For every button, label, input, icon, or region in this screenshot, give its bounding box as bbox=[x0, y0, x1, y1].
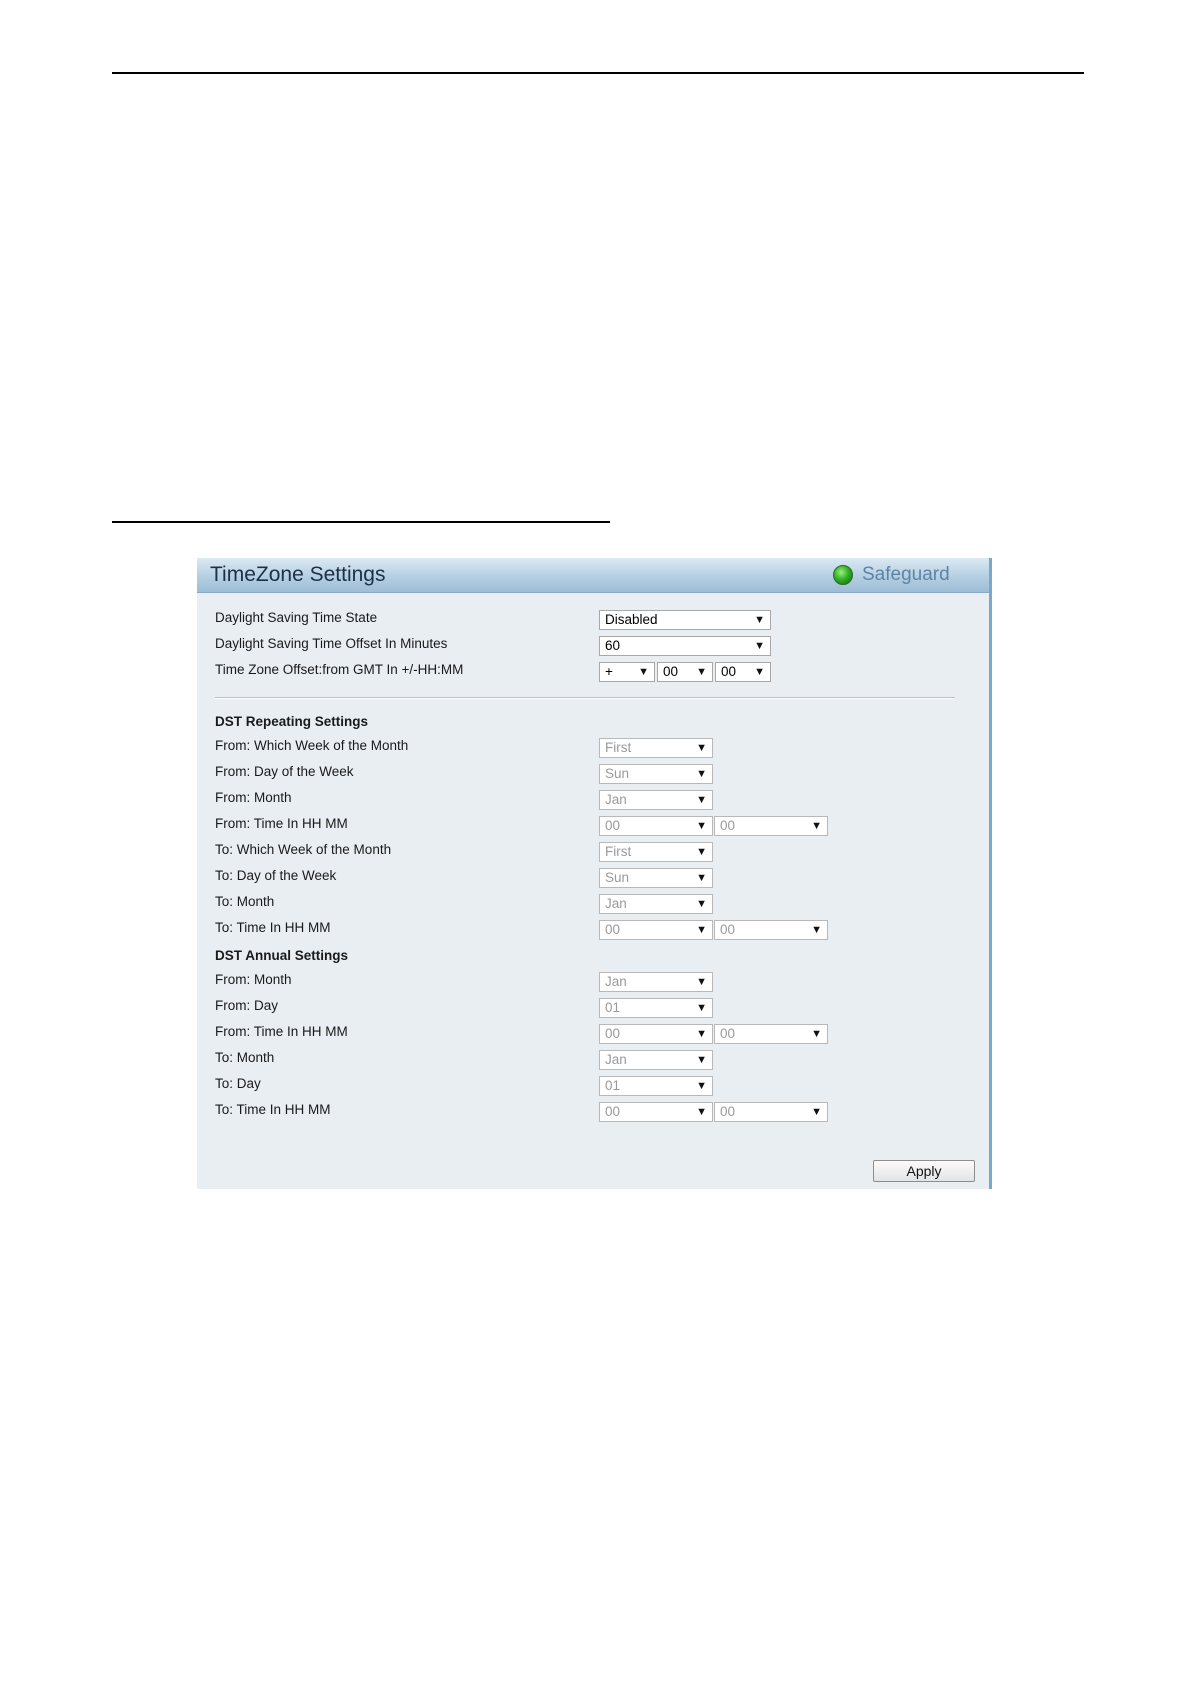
ann-from-day-label: From: Day bbox=[215, 998, 279, 1013]
rep-from-month-select[interactable] bbox=[599, 790, 713, 810]
chevron-down-icon: ▼ bbox=[696, 872, 707, 884]
rep-to-month-value: Jan bbox=[605, 896, 627, 911]
rep-from-month-label: From: Month bbox=[215, 790, 292, 805]
rep-from-time-label: From: Time In HH MM bbox=[215, 816, 348, 831]
rep-from-week-label: From: Which Week of the Month bbox=[215, 738, 409, 753]
chevron-down-icon: ▼ bbox=[696, 768, 707, 780]
rep-to-day-select[interactable] bbox=[599, 868, 713, 888]
chevron-down-icon: ▼ bbox=[696, 1028, 707, 1040]
rep-to-hh-value: 00 bbox=[605, 922, 621, 937]
chevron-down-icon: ▼ bbox=[696, 820, 707, 832]
rep-from-day-select[interactable] bbox=[599, 764, 713, 784]
rep-to-week-value: First bbox=[605, 844, 632, 859]
chevron-down-icon: ▼ bbox=[696, 1002, 707, 1014]
rep-from-day-value: Sun bbox=[605, 766, 630, 781]
ann-from-day-value: 01 bbox=[605, 1000, 621, 1015]
safeguard-label: Safeguard bbox=[862, 564, 950, 585]
dst-annual-heading: DST Annual Settings bbox=[215, 948, 349, 963]
chevron-down-icon: ▼ bbox=[696, 976, 707, 988]
rep-to-day-label: To: Day of the Week bbox=[215, 868, 337, 883]
chevron-down-icon: ▼ bbox=[696, 1106, 707, 1118]
rep-to-month-select[interactable] bbox=[599, 894, 713, 914]
rep-from-hh-select[interactable] bbox=[599, 816, 713, 836]
chevron-down-icon: ▼ bbox=[696, 742, 707, 754]
rep-to-time-label: To: Time In HH MM bbox=[215, 920, 331, 935]
dst-offset-select[interactable] bbox=[599, 636, 771, 656]
chevron-down-icon: ▼ bbox=[696, 846, 707, 858]
chevron-down-icon: ▼ bbox=[696, 898, 707, 910]
ann-from-month-label: From: Month bbox=[215, 972, 292, 987]
chevron-down-icon: ▼ bbox=[811, 924, 822, 936]
chevron-down-icon: ▼ bbox=[696, 1054, 707, 1066]
rep-to-month-label: To: Month bbox=[215, 894, 275, 909]
rep-from-mm-select[interactable] bbox=[714, 816, 828, 836]
panel-header bbox=[197, 558, 989, 593]
tz-offset-label: Time Zone Offset:from GMT In +/-HH:MM bbox=[215, 662, 464, 677]
tz-offset-minutes-select[interactable] bbox=[715, 662, 771, 682]
rep-to-week-select[interactable] bbox=[599, 842, 713, 862]
ann-to-month-label: To: Month bbox=[215, 1050, 275, 1065]
page-header-rule bbox=[112, 72, 1084, 74]
ann-to-day-select[interactable] bbox=[599, 1076, 713, 1096]
tz-offset-hours-select[interactable] bbox=[657, 662, 713, 682]
ann-from-month-select[interactable] bbox=[599, 972, 713, 992]
chevron-down-icon: ▼ bbox=[754, 666, 765, 678]
chevron-down-icon: ▼ bbox=[811, 1028, 822, 1040]
ann-from-time-label: From: Time In HH MM bbox=[215, 1024, 348, 1039]
rep-from-day-label: From: Day of the Week bbox=[215, 764, 354, 779]
apply-button[interactable]: Apply bbox=[873, 1160, 975, 1182]
ann-from-month-value: Jan bbox=[605, 974, 627, 989]
tz-offset-hours-value: 00 bbox=[663, 664, 679, 679]
dst-repeating-heading: DST Repeating Settings bbox=[215, 714, 369, 729]
ann-to-time-label: To: Time In HH MM bbox=[215, 1102, 331, 1117]
ann-to-hh-select[interactable] bbox=[599, 1102, 713, 1122]
ann-to-day-value: 01 bbox=[605, 1078, 621, 1093]
status-led-icon bbox=[833, 565, 853, 585]
rep-from-mm-value: 00 bbox=[720, 818, 736, 833]
rep-from-week-value: First bbox=[605, 740, 632, 755]
ann-to-month-value: Jan bbox=[605, 1052, 627, 1067]
ann-from-mm-select[interactable] bbox=[714, 1024, 828, 1044]
rep-to-mm-value: 00 bbox=[720, 922, 736, 937]
ann-from-mm-value: 00 bbox=[720, 1026, 736, 1041]
rep-to-mm-select[interactable] bbox=[714, 920, 828, 940]
chevron-down-icon: ▼ bbox=[754, 614, 765, 626]
ann-from-hh-select[interactable] bbox=[599, 1024, 713, 1044]
dst-offset-value: 60 bbox=[605, 638, 621, 653]
rep-from-month-value: Jan bbox=[605, 792, 627, 807]
ann-from-day-select[interactable] bbox=[599, 998, 713, 1018]
chevron-down-icon: ▼ bbox=[696, 1080, 707, 1092]
ann-to-mm-select[interactable] bbox=[714, 1102, 828, 1122]
rep-from-week-select[interactable] bbox=[599, 738, 713, 758]
panel-title: TimeZone Settings bbox=[210, 563, 386, 586]
chevron-down-icon: ▼ bbox=[696, 924, 707, 936]
rep-to-week-label: To: Which Week of the Month bbox=[215, 842, 392, 857]
dst-state-label: Daylight Saving Time State bbox=[215, 610, 378, 625]
chevron-down-icon: ▼ bbox=[811, 1106, 822, 1118]
dst-state-select[interactable] bbox=[599, 610, 771, 630]
ann-to-day-label: To: Day bbox=[215, 1076, 261, 1091]
chevron-down-icon: ▼ bbox=[696, 794, 707, 806]
dst-state-value: Disabled bbox=[605, 612, 658, 627]
chevron-down-icon: ▼ bbox=[638, 666, 649, 678]
rep-to-day-value: Sun bbox=[605, 870, 630, 885]
ann-to-month-select[interactable] bbox=[599, 1050, 713, 1070]
dst-offset-label: Daylight Saving Time Offset In Minutes bbox=[215, 636, 448, 651]
chevron-down-icon: ▼ bbox=[696, 666, 707, 678]
section-divider bbox=[215, 697, 955, 699]
tz-offset-sign-select[interactable] bbox=[599, 662, 655, 682]
timezone-settings-panel bbox=[197, 558, 992, 1189]
rep-from-hh-value: 00 bbox=[605, 818, 621, 833]
ann-to-mm-value: 00 bbox=[720, 1104, 736, 1119]
ann-from-hh-value: 00 bbox=[605, 1026, 621, 1041]
section-heading-rule bbox=[112, 521, 610, 523]
tz-offset-minutes-value: 00 bbox=[721, 664, 737, 679]
rep-to-hh-select[interactable] bbox=[599, 920, 713, 940]
ann-to-hh-value: 00 bbox=[605, 1104, 621, 1119]
tz-offset-sign-value: + bbox=[605, 664, 613, 679]
chevron-down-icon: ▼ bbox=[754, 640, 765, 652]
chevron-down-icon: ▼ bbox=[811, 820, 822, 832]
